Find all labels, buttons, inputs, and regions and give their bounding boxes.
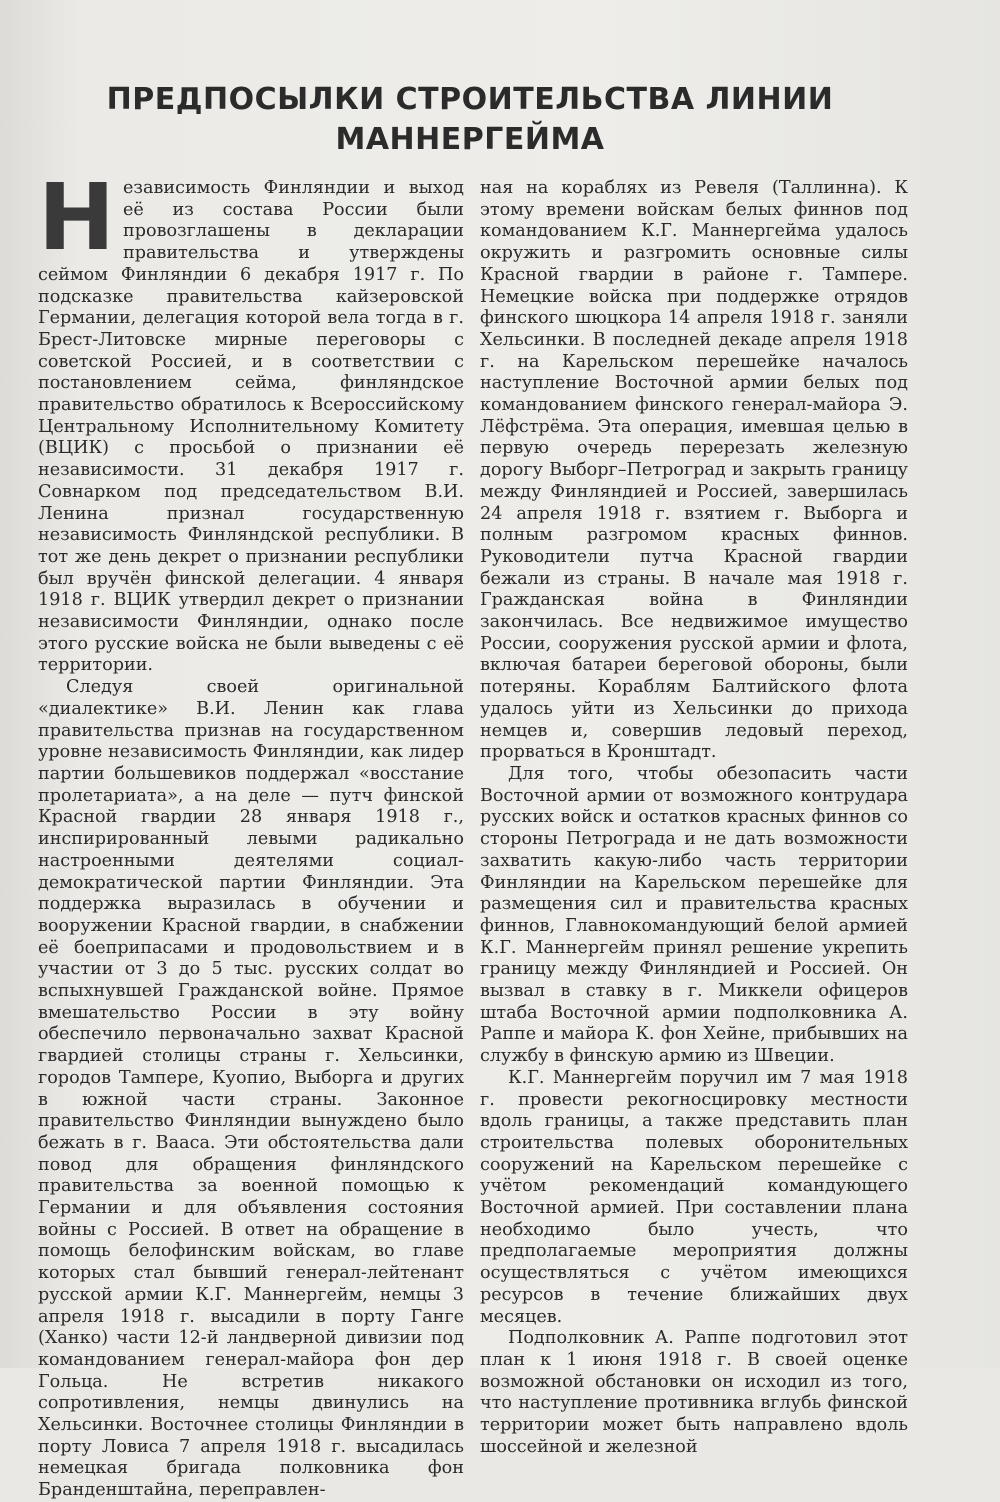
paragraph: Для того, чтобы обезопасить части Восточной армии от возможного контрудара русских войск и остатков красных финнов со стороны Петрограда и не дать возможности захватить какую-либо часть территории Финляндии на Карельском перешейке для размещения сил и правительства красных финнов, Главнокомандующий белой армией К.Г. Маннергейм принял решение укрепить границу между Финляндией и Россией. Он вызвал в ставку в г. Миккели офицеров штаба Восточной армии подполковника А. Раппе и майора К. фон Хейне, прибывших на службу в финскую армию из Швеции. (480, 763, 908, 1067)
drop-cap: Н (38, 164, 115, 271)
paragraph: Следуя своей оригинальной «диалектике» В.И. Ленин как глава правительства признав на государственном уровне независимость Финляндии, как лидер партии большевиков поддержал «восстание пролетариата», а на деле — путч финской Красной гвардии 28 января 1918 г., инспирированный левыми радикально настроенными деятелями социал-демократической партии Финляндии. Эта поддержка выразилась в обучении и вооружении Красной гвардии, в снабжении её боеприпасами и продовольствием и в участии от 3 до 5 тыс. русских солдат во вспыхнувшей Гражданской войне. Прямое вмешательство России в эту войну обеспечило первоначально захват Красной гвардией столицы страны г. Хельсинки, городов Тампере, Куопио, Выборга и других в южной части страны. Законное правительство Финляндии вынуждено было бежать в г. Вааса. Эти обстоятельства дали повод для обращения финляндского правительства за военной помощью к Германии и для объявления состояния войны с Россией. В ответ на обращение в помощь белофинским войскам, во главе которых стал бывший генерал-лейтенант русской армии К.Г. Маннергейм, немцы 3 апреля 1918 г. высадили в порту Ганге (Ханко) части 12-й ландверной дивизии под командованием генерал-майора фон дер Гольца. Не встретив никакого сопротивления, немцы двинулись на Хельсинки. Восточнее столицы Финляндии в порту Ловиса 7 апреля 1918 г. высадилась немецкая бригада полковника фон Бранденштайна, переправлен- (38, 677, 464, 1501)
title-line-1: ПРЕДПОСЫЛКИ СТРОИТЕЛЬСТВА ЛИНИИ (106, 82, 834, 117)
left-column (38, 164, 464, 1502)
paragraph-text: езависимость Финляндии и выход её из состава России были провозглашены в декларации правительства и утверждены сеймом Финляндии 6 декабря 1917 г. По подсказке правительства кайзеровской Германии, делегация которой вела тогда в г. Брест-Литовске мирные переговоры с советской Россией, и в соответствии с постановлением сейма, финляндское правительство обратилось к Всероссийскому Центральному Исполнительному Комитету (ВЦИК) с просьбой о признании её независимости. 31 декабря 1917 г. Совнарком под председательством В.И. Ленина признал государственную независимость Финляндской республики. В тот же день декрет о признании республики был вручён финской делегации. 4 января 1918 г. ВЦИК утвердил декрет о признании независимости Финляндии, однако после этого русские войска не были выведены с её территории. (38, 178, 464, 676)
right-column (480, 178, 908, 1458)
paragraph (38, 164, 464, 677)
page-title (80, 80, 860, 160)
title-line-2: МАННЕРГЕЙМА (335, 122, 605, 157)
paragraph: Подполковник А. Раппе подготовил этот план к 1 июня 1918 г. В своей оценке возможной обстановки он исходил из того, что наступление противника вглубь финской территории может быть направлено вдоль шоссейной и железной (480, 1328, 908, 1457)
paragraph: К.Г. Маннергейм поручил им 7 мая 1918 г. провести рекогносцировку местности вдоль границы, а также представить план строительства полевых оборонительных сооружений на Карельском перешейке с учётом рекомендаций командующего Восточной армией. При составлении плана необходимо было учесть, что предполагаемые мероприятия должны осуществляться с учётом имеющихся ресурсов в течение ближайших двух месяцев. (480, 1067, 908, 1327)
paragraph: ная на кораблях из Ревеля (Таллинна). К этому времени войскам белых финнов под командованием К.Г. Маннергейма удалось окружить и разгромить основные силы Красной гвардии в районе г. Тампере. Немецкие войска при поддержке отрядов финского шюцкора 14 апреля 1918 г. заняли Хельсинки. В последней декаде апреля 1918 г. на Карельском перешейке началось наступление Восточной армии белых под командованием финского генерал-майора Э. Лёфстрёма. Эта операция, имевшая целью в первую очередь перерезать железную дорогу Выборг–Петроград и закрыть границу между Финляндией и Россией, завершилась 24 апреля 1918 г. взятием г. Выборга и полным разгромом красных финнов. Руководители путча Красной гвардии бежали из страны. В начале мая 1918 г. Гражданская война в Финляндии закончилась. Все недвижимое имущество России, сооружения русской армии и флота, включая батареи береговой обороны, были потеряны. Кораблям Балтийского флота удалось уйти из Хельсинки до прихода немцев и, совершив ледовый переход, прорваться в Кронштадт. (480, 178, 908, 763)
